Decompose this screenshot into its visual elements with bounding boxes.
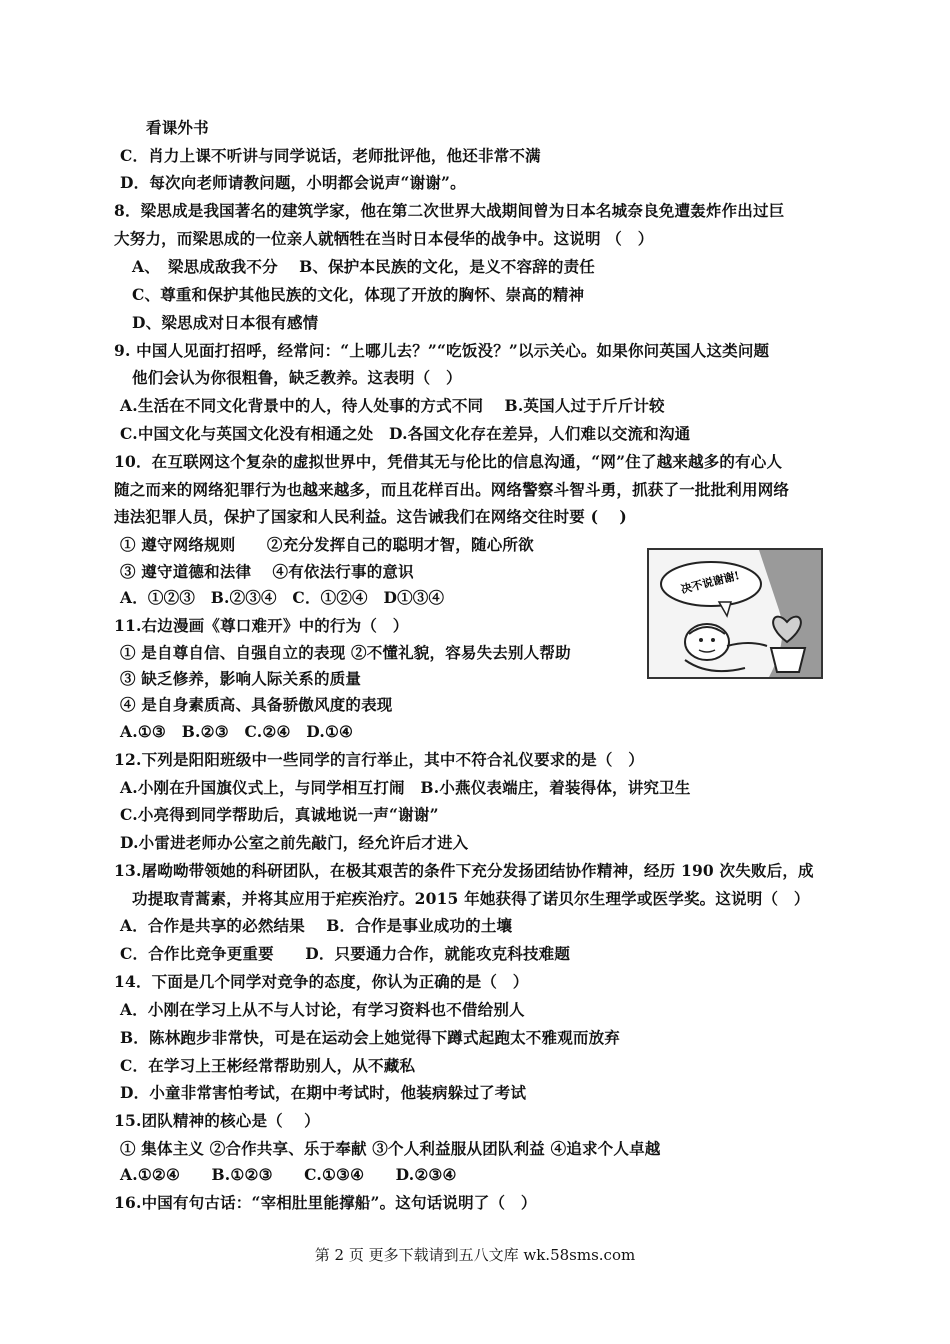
text-line: 随之而来的网络犯罪行为也越来越多，而且花样百出。网络警察斗智斗勇，抓获了一批批利用网络 <box>114 480 790 499</box>
text-line: D、梁思成对日本很有感情 <box>132 313 319 332</box>
text-line: ① 集体主义 ②合作共享、乐于奉献 ③个人利益服从团队利益 ④追求个人卓越 <box>120 1139 661 1158</box>
text-line: ③ 遵守道德和法律 ④有依法行事的意识 <box>120 562 414 581</box>
text-line: A.小刚在升国旗仪式上，与同学相互打闹 B.小燕仪表端庄，着装得体，讲究卫生 <box>120 778 691 797</box>
text-line: 9. 中国人见面打招呼，经常问：“上哪儿去？”“吃饭没？”以示关心。如果你问英国人这类问题 <box>114 341 770 360</box>
text-line: ① 是自尊自信、自强自立的表现 ②不懂礼貌，容易失去别人帮助 <box>120 643 571 662</box>
text-line: 违法犯罪人员，保护了国家和人民利益。这告诫我们在网络交往时要 ( ) <box>114 507 627 526</box>
page-footer: 第 2 页 更多下载请到五八文库 wk.58sms.com <box>314 1246 636 1264</box>
text-line: 他们会认为你很粗鲁，缺乏教养。这表明（ ） <box>132 368 462 387</box>
text-line: ③ 缺乏修养，影响人际关系的质量 <box>120 669 362 688</box>
text-line: A．①②③ B.②③④ C．①②④ D①③④ <box>120 588 445 607</box>
text-line: ① 遵守网络规则 ②充分发挥自己的聪明才智，随心所欲 <box>120 535 534 554</box>
text-line: 看课外书 <box>146 118 209 137</box>
text-line: B．陈林跑步非常快，可是在运动会上她觉得下蹲式起跑太不雅观而放弃 <box>120 1028 621 1047</box>
text-line: 15.团队精神的核心是（ ） <box>114 1111 320 1130</box>
text-line: A、 梁思成敌我不分 B、保护本民族的文化，是义不容辞的责任 <box>132 257 595 276</box>
text-line: 8．梁思成是我国著名的建筑学家，他在第二次世界大战期间曾为日本名城奈良免遭轰炸作出过巨 <box>114 201 785 220</box>
cartoon-drawing <box>649 550 821 677</box>
text-line: A．合作是共享的必然结果 B．合作是事业成功的土壤 <box>120 916 513 935</box>
text-line: 大努力，而梁思成的一位亲人就牺牲在当时日本侵华的战争中。这说明 （ ） <box>114 229 654 248</box>
text-line: A.①②④ B.①②③ C.①③④ D.②③④ <box>120 1165 457 1184</box>
figure-head <box>685 624 729 660</box>
cup-icon <box>771 648 805 672</box>
cartoon-image <box>647 548 823 679</box>
text-line: A.生活在不同文化背景中的人，待人处事的方式不同 B.英国人过于斤斤计较 <box>120 396 665 415</box>
text-line: A.①③ B.②③ C.②④ D.①④ <box>120 722 354 741</box>
text-line: C、尊重和保护其他民族的文化，体现了开放的胸怀、崇高的精神 <box>132 285 585 304</box>
text-line: 10．在互联网这个复杂的虚拟世界中，凭借其无与伦比的信息沟通，“网”住了越来越多的有心人 <box>114 452 783 471</box>
text-line: C．肖力上课不听讲与同学说话，老师批评他，他还非常不满 <box>120 146 541 165</box>
text-line: 14．下面是几个同学对竞争的态度，你认为正确的是（ ） <box>114 972 529 991</box>
text-line: 13.屠呦呦带领她的科研团队，在极其艰苦的条件下充分发扬团结协作精神，经历 190 次失败后，成 <box>114 861 814 880</box>
text-line: C．在学习上王彬经常帮助别人，从不藏私 <box>120 1056 416 1075</box>
text-line: 12.下列是阳阳班级中一些同学的言行举止，其中不符合礼仪要求的是（ ） <box>114 750 644 769</box>
text-line: C.中国文化与英国文化没有相通之处 D.各国文化存在差异，人们难以交流和沟通 <box>120 424 691 443</box>
text-line: C．合作比竞争更重要 D．只要通力合作，就能攻克科技难题 <box>120 944 571 963</box>
bubble-text: 决不说谢谢! <box>679 569 741 597</box>
text-line: ④ 是自身素质高、具备骄傲风度的表现 <box>120 695 393 714</box>
text-line: D．每次向老师请教问题，小明都会说声“谢谢”。 <box>120 173 466 192</box>
text-line: A．小刚在学习上从不与人讨论，有学习资料也不借给别人 <box>120 1000 525 1019</box>
text-line: D．小童非常害怕考试，在期中考试时，他装病躲过了考试 <box>120 1083 527 1102</box>
text-line: 功提取青蒿素，并将其应用于疟疾治疗。2015 年她获得了诺贝尔生理学或医学奖。这说明（ ） <box>132 889 810 908</box>
text-line: C.小亮得到同学帮助后，真诚地说一声“谢谢” <box>120 805 439 824</box>
text-line: 11.右边漫画《尊口难开》中的行为（ ） <box>114 616 409 635</box>
text-line: D.小雷进老师办公室之前先敲门，经允许后才进入 <box>120 833 469 852</box>
text-line: 16.中国有句古话：“宰相肚里能撑船”。这句话说明了（ ） <box>114 1193 537 1212</box>
